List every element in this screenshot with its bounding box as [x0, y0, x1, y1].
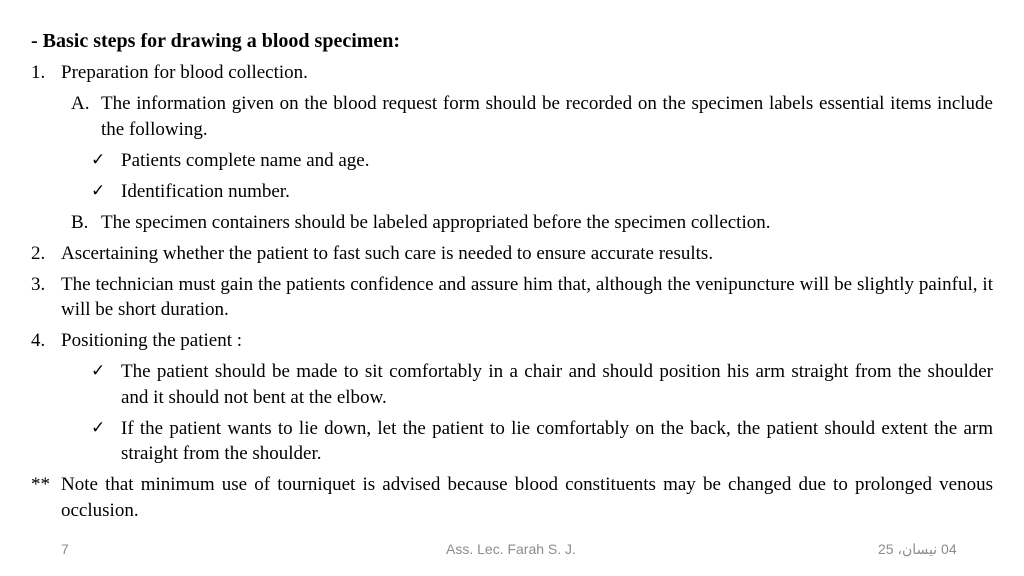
slide-number: 7 — [61, 541, 69, 557]
slide-title: - Basic steps for drawing a blood specimen: — [31, 30, 401, 52]
list-item — [31, 359, 993, 410]
list-item — [31, 179, 993, 205]
list-item-text: Positioning the patient : — [61, 330, 243, 351]
list-item-text: If the patient wants to lie down, let the patient to lie comfortably on the back, the patient should extent the arm straight from the shoulder. — [121, 417, 993, 464]
list-letter: B. — [71, 211, 89, 233]
list-item — [31, 416, 993, 467]
list-item-text: The specimen containers should be labeled appropriated before the specimen collection. — [101, 211, 771, 233]
slide-date: 04 نيسان، 25 — [878, 541, 957, 557]
list-number: 2. — [31, 242, 46, 264]
list-item-text: The technician must gain the patients confidence and assure him that, although the venipuncture will be slightly painful, it will be short duration. — [61, 273, 993, 320]
list-item — [31, 91, 993, 142]
list-item — [31, 272, 993, 323]
slide-content — [31, 28, 993, 529]
list-item — [31, 328, 993, 354]
checkmark-icon: ✓ — [91, 149, 106, 170]
list-letter: A. — [71, 93, 90, 114]
note-text: Note that minimum use of tourniquet is advised because blood constituents may be changed due to prolonged venous occlusion. — [61, 474, 993, 521]
checkmark-icon: ✓ — [91, 180, 106, 201]
list-item — [31, 241, 993, 267]
list-item-text: The information given on the blood request form should be recorded on the specimen labels essential items include the following. — [101, 93, 993, 140]
list-item-text: Patients complete name and age. — [121, 149, 370, 171]
checkmark-icon: ✓ — [91, 417, 106, 438]
list-item-text: Preparation for blood collection. — [61, 62, 308, 83]
list-number: 3. — [31, 273, 46, 295]
list-item-text: Ascertaining whether the patient to fast such care is needed to ensure accurate results. — [61, 242, 714, 264]
note — [31, 472, 993, 523]
list-item-text: The patient should be made to sit comfortably in a chair and should position his arm straight from the shoulder and it should not bent at the elbow. — [121, 361, 993, 408]
list-item — [31, 148, 993, 174]
note-marker: ** — [31, 474, 50, 495]
checkmark-icon: ✓ — [91, 361, 106, 381]
presenter-name: Ass. Lec. Farah S. J. — [446, 541, 576, 557]
list-item — [31, 60, 993, 86]
list-number: 1. — [31, 62, 46, 83]
list-item — [31, 210, 993, 236]
list-number: 4. — [31, 330, 46, 351]
list-item-text: Identification number. — [121, 180, 290, 202]
